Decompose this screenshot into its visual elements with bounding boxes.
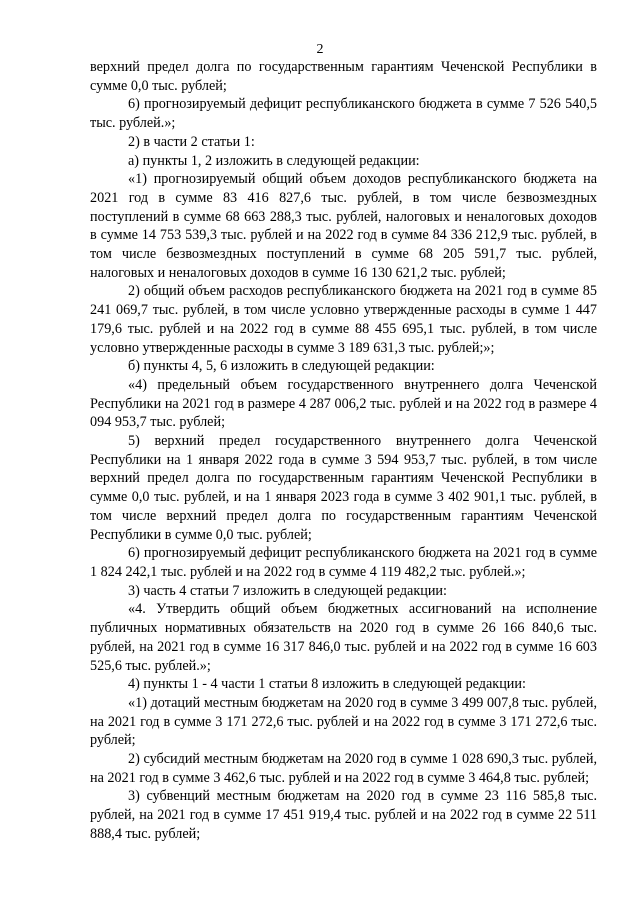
paragraph: «4. Утвердить общий объем бюджетных ассигнований на исполнение публичных нормативных обязательств на 2020 год в сумме 26 166 840,6 тыс. рублей, на 2021 год в сумме 16 317 846,0 тыс. рублей и на 2022 год в сумме 16 603 525,6 тыс. рублей.»; [90, 601, 597, 674]
paragraph: 6) прогнозируемый дефицит республиканского бюджета на 2021 год в сумме 1 824 242,1 тыс. рублей и на 2022 год в сумме 4 119 482,2 тыс. рублей.»; [90, 545, 597, 580]
paragraph: «1) дотаций местным бюджетам на 2020 год в сумме 3 499 007,8 тыс. рублей, на 2021 год в сумме 3 171 272,6 тыс. рублей и на 2022 год в сумме 3 171 272,6 тыс. рублей; [90, 694, 597, 749]
paragraph: «4) предельный объем государственного внутреннего долга Чеченской Республики на 2021 год в размере 4 287 006,2 тыс. рублей и на 2022 год в размере 4 094 953,7 тыс. рублей; [90, 376, 597, 431]
paragraph: 3) часть 4 статьи 7 изложить в следующей редакции: [128, 582, 447, 599]
paragraph: 2) общий объем расходов республиканского бюджета на 2021 год в сумме 85 241 069,7 тыс. рублей, в том числе условно утвержденные расходы в сумме 1 447 179,6 тыс. рублей и на 2022 год в сумме 88 455 695,1 тыс. рублей, в том числе условно утвержденные расходы в сумме 3 189 631,3 тыс. рублей;»; [90, 283, 597, 356]
paragraph: 4) пункты 1 - 4 части 1 статьи 8 изложить в следующей редакции: [128, 676, 526, 693]
paragraph: б) пункты 4, 5, 6 изложить в следующей редакции: [128, 358, 435, 375]
document-body [90, 58, 597, 844]
paragraph: 2) в части 2 статьи 1: [128, 133, 255, 150]
paragraph: верхний предел долга по государственным гарантиям Чеченской Республики в сумме 0,0 тыс. рублей; [90, 59, 597, 94]
paragraph: 3) субвенций местным бюджетам на 2020 год в сумме 23 116 585,8 тыс. рублей, на 2021 год в сумме 17 451 919,4 тыс. рублей и на 2022 год в сумме 22 511 888,4 тыс. рублей; [90, 788, 597, 842]
paragraph: 2) субсидий местным бюджетам на 2020 год в сумме 1 028 690,3 тыс. рублей, на 2021 год в сумме 3 462,6 тыс. рублей и на 2022 год в сумме 3 464,8 тыс. рублей; [90, 751, 597, 786]
paragraph: а) пункты 1, 2 изложить в следующей редакции: [128, 152, 420, 169]
paragraph: 5) верхний предел государственного внутреннего долга Чеченской Республики на 1 января 2022 года в сумме 3 594 953,7 тыс. рублей, в том числе верхний предел долга по государственным гарантиям Чеченской Республики в сумме 0,0 тыс. рублей, и на 1 января 2023 года в сумме 3 402 901,1 тыс. рублей, в том числе верхний предел долга по государственным гарантиям Чеченской Республики в сумме 0,0 тыс. рублей; [90, 433, 597, 543]
page-number: 2 [316, 42, 324, 57]
paragraph: 6) прогнозируемый дефицит республиканского бюджета в сумме 7 526 540,5 тыс. рублей.»; [90, 96, 597, 132]
paragraph: «1) прогнозируемый общий объем доходов республиканского бюджета на 2021 год в сумме 83 416 827,6 тыс. рублей, в том числе безвозмездных поступлений в сумме 68 663 288,3 тыс. рублей, налоговых и неналоговых доходов в сумме 14 753 539,3 тыс. рублей и на 2022 год в сумме 84 336 212,9 тыс. рублей, в том числе безвозмездных поступлений в сумме 68 205 591,7 тыс. рублей, налоговых и неналоговых доходов в сумме 16 130 621,2 тыс. рублей; [90, 171, 597, 281]
